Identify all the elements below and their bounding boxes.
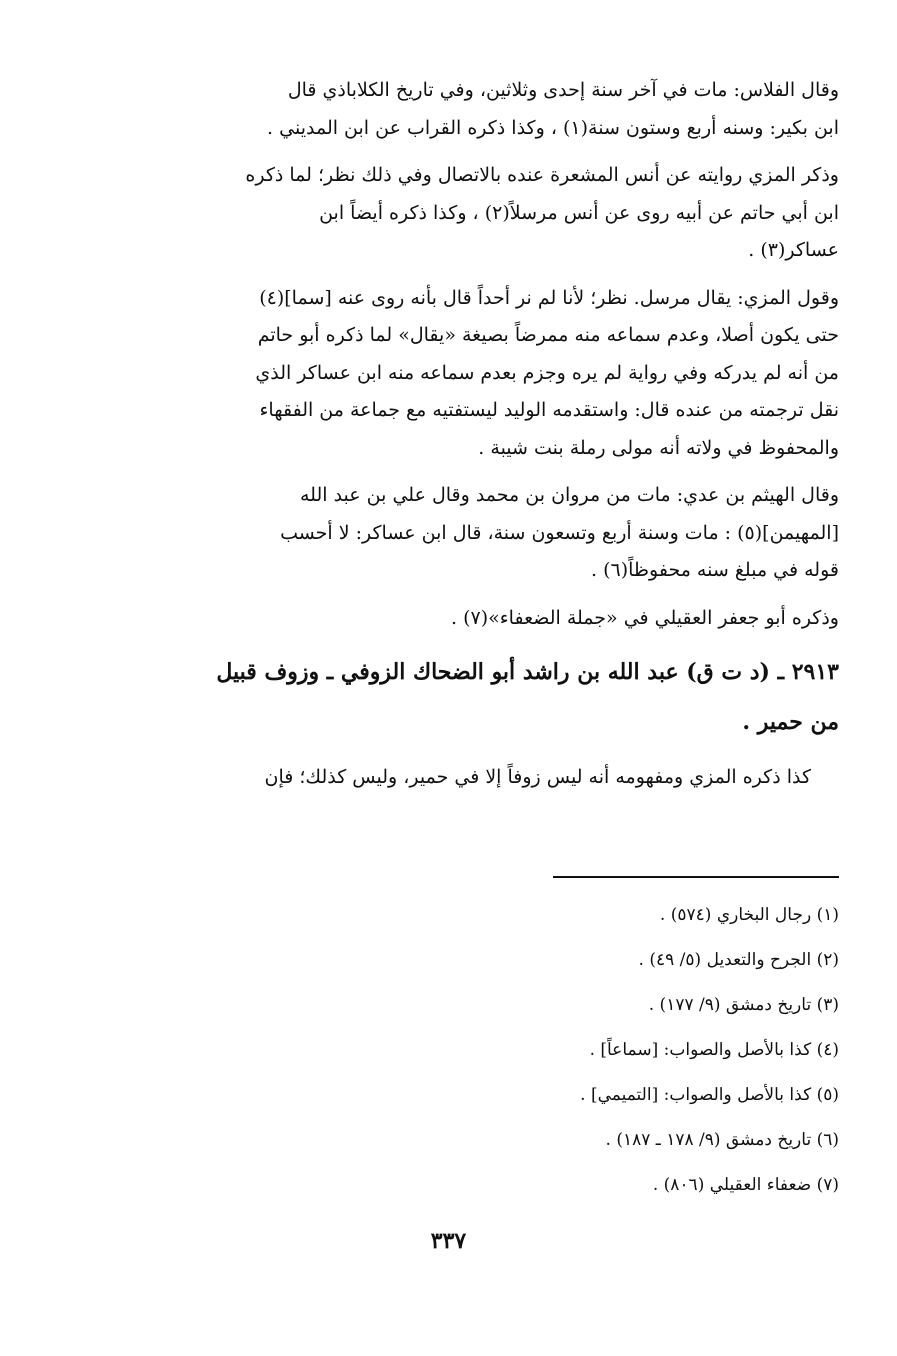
entry-heading-line: من حمير . — [742, 709, 839, 735]
text-line: ابن أبي حاتم عن أبيه روى عن أنس مرسلاً(٢) ، وكذا ذكره أيضاً ابن — [319, 201, 839, 224]
footnote: (٧) ضعفاء العقيلي (٨٠٦) . — [652, 1175, 839, 1195]
footnote: (٥) كذا بالأصل والصواب: [التميمي] . — [580, 1085, 839, 1105]
paragraph-haytham — [135, 477, 839, 590]
text-line: وذكر المزي روايته عن أنس المشعرة عنده بالاتصال وفي ذلك نظر؛ لما ذكره — [245, 164, 839, 186]
text-line: نقل ترجمته من عنده قال: واستقدمه الوليد ليستفتيه مع جماعة من الفقهاء — [259, 399, 839, 421]
footnote: (٢) الجرح والتعديل (٥/ ٤٩) . — [638, 950, 839, 970]
text-line: عساكر(٣) . — [748, 239, 839, 261]
text-line: وقول المزي: يقال مرسل. نظر؛ لأنا لم نر أحداً قال بأنه روى عنه [سما](٤) — [259, 286, 839, 309]
paragraph-uqayli — [135, 600, 839, 638]
paragraph-anas-narration — [135, 157, 839, 270]
closing-line: كذا ذكره المزي ومفهومه أنه ليس زوفاً إلا في حمير، وليس كذلك؛ فإن — [264, 766, 811, 788]
entry-heading-line: ٢٩١٣ ـ (د ت ق) عبد الله بن راشد أبو الضحاك الزوفي ـ وزوف قبيل — [216, 659, 839, 685]
text-line: والمحفوظ في ولاته أنه مولى رملة بنت شيبة . — [478, 436, 839, 459]
footnote: (٣) تاريخ دمشق (٩/ ١٧٧) . — [648, 995, 839, 1015]
paragraph-mizzi-mursal — [135, 280, 839, 468]
paragraph-fallas-death — [135, 72, 839, 147]
entry-heading — [135, 647, 839, 747]
text-line: من أنه لم يدركه وفي رواية لم يره وجزم بعدم سماعه منه ابن عساكر الذي — [255, 361, 839, 384]
footnotes — [135, 893, 839, 1208]
footnote: (٦) تاريخ دمشق (٩/ ١٧٨ ـ ١٨٧) . — [605, 1130, 839, 1150]
text-line: وذكره أبو جعفر العقيلي في «جملة الضعفاء»(٧) . — [450, 606, 839, 629]
footnote: (١) رجال البخاري (٥٧٤) . — [659, 905, 839, 925]
text-line: حتى يكون أصلا، وعدم سماعه منه ممرضاً بصيغة «يقال» لما ذكره أبو حاتم — [257, 324, 839, 346]
footnote: (٤) كذا بالأصل والصواب: [سماعاً] . — [589, 1040, 839, 1060]
text-line: قوله في مبلغ سنه محفوظاً(٦) . — [590, 559, 839, 581]
text-line: وقال الفلاس: مات في آخر سنة إحدى وثلاثين، وفي تاريخ الكلاباذي قال — [287, 79, 839, 101]
text-line: [المهيمن](٥) : مات وسنة أربع وتسعون سنة، قال ابن عساكر: لا أحسب — [280, 521, 839, 544]
text-line: وقال الهيثم بن عدي: مات من مروان بن محمد وقال علي بن عبد الله — [299, 484, 839, 506]
main-text — [135, 72, 839, 797]
footnote-separator — [553, 876, 839, 878]
page-number: ٣٣٧ — [430, 1228, 467, 1254]
text-line: ابن بكير: وسنه أربع وستون سنة(١) ، وكذا ذكره القراب عن ابن المديني . — [267, 116, 839, 139]
